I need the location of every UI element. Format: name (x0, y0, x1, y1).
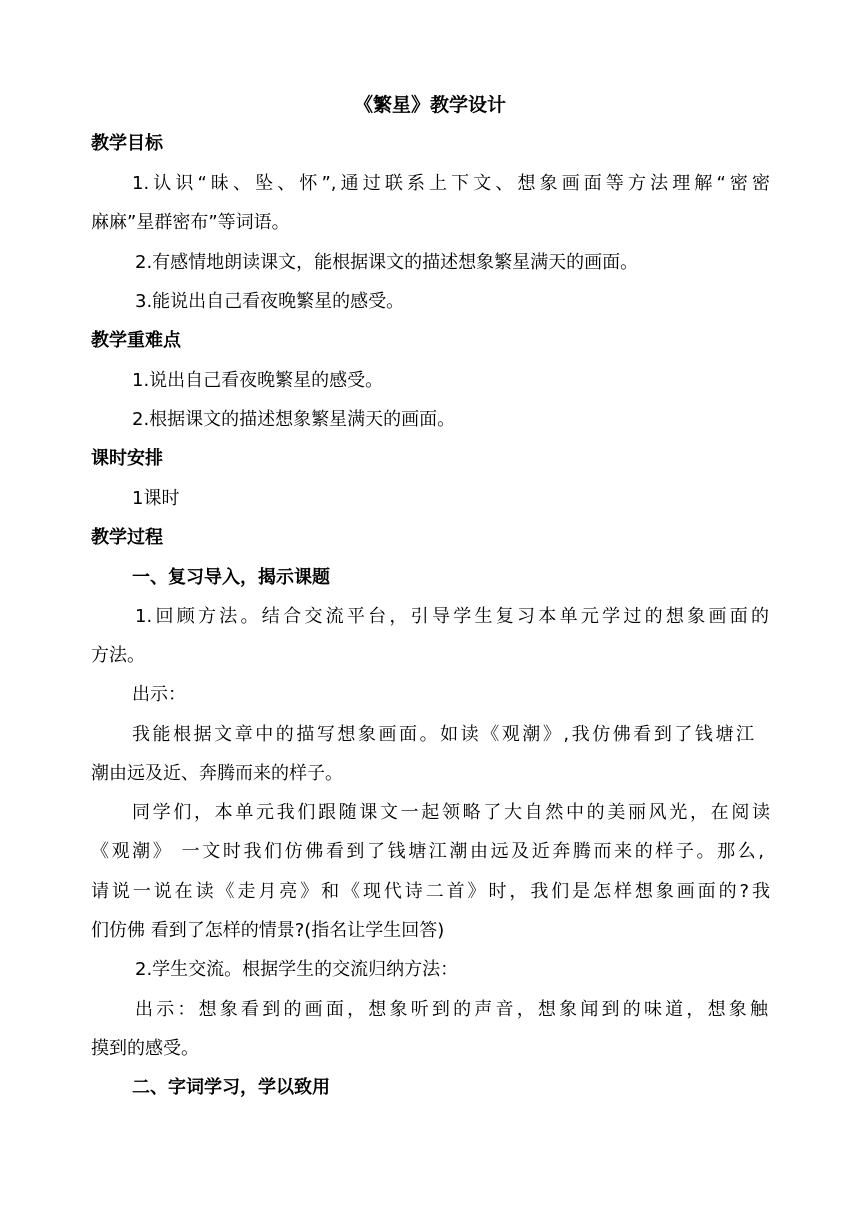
schedule-text: 1课时 (132, 488, 180, 509)
goal-1-line-1: 1.认识“昧、坠、怀”,通过联系上下文、想象画面等方法理解“密密 (132, 173, 770, 194)
key-point-2: 2.根据课文的描述想象繁星满天的画面。 (132, 409, 456, 430)
paragraph-5-line-1: 出示：想象看到的画面，想象听到的声音，想象闻到的味道，想象触 (135, 999, 768, 1020)
paragraph-3-line-4: 们仿佛 看到了怎样的情景?(指名让学生回答) (91, 920, 445, 941)
section-heading-schedule: 课时安排 (91, 448, 163, 469)
paragraph-1-line-2: 方法。 (91, 645, 145, 666)
paragraph-2-line-1: 我能根据文章中的描写想象画面。如读《观潮》,我仿佛看到了钱塘江 (132, 724, 754, 745)
paragraph-3-line-1: 同学们，本单元我们跟随课文一起领略了大自然中的美丽风光，在阅读 (132, 802, 770, 823)
goal-2: 2.有感情地朗读课文，能根据课文的描述想象繁星满天的画面。 (135, 252, 639, 273)
paragraph-3-line-2: 《观潮》 一文时我们仿佛看到了钱塘江潮由远及近奔腾而来的样子。那么, (91, 841, 764, 862)
section-heading-key-points: 教学重难点 (91, 330, 181, 351)
section-heading-process: 教学过程 (91, 527, 163, 548)
key-point-1: 1.说出自己看夜晚繁星的感受。 (132, 370, 384, 391)
paragraph-4: 2.学生交流。根据学生的交流归纳方法： (135, 959, 459, 980)
step-1-title: 一、复习导入，揭示课题 (132, 567, 330, 588)
step-2-title: 二、字词学习，学以致用 (132, 1077, 330, 1098)
section-heading-goals: 教学目标 (91, 133, 163, 154)
paragraph-1-line-1: 1.回顾方法。结合交流平台，引导学生复习本单元学过的想象画面的 (135, 606, 769, 627)
goal-1-line-2: 麻麻”星群密布”等词语。 (91, 212, 290, 233)
paragraph-2-line-2: 潮由远及近、奔腾而来的样子。 (91, 763, 343, 784)
goal-3: 3.能说出自己看夜晚繁星的感受。 (135, 291, 405, 312)
paragraph-5-line-2: 摸到的感受。 (91, 1038, 199, 1059)
paragraph-3-line-3: 请说一说在读《走月亮》和《现代诗二首》时，我们是怎样想象画面的?我 (91, 881, 770, 902)
show-label-1: 出示： (132, 684, 186, 705)
document-title: 《繁星》教学设计 (353, 94, 506, 116)
